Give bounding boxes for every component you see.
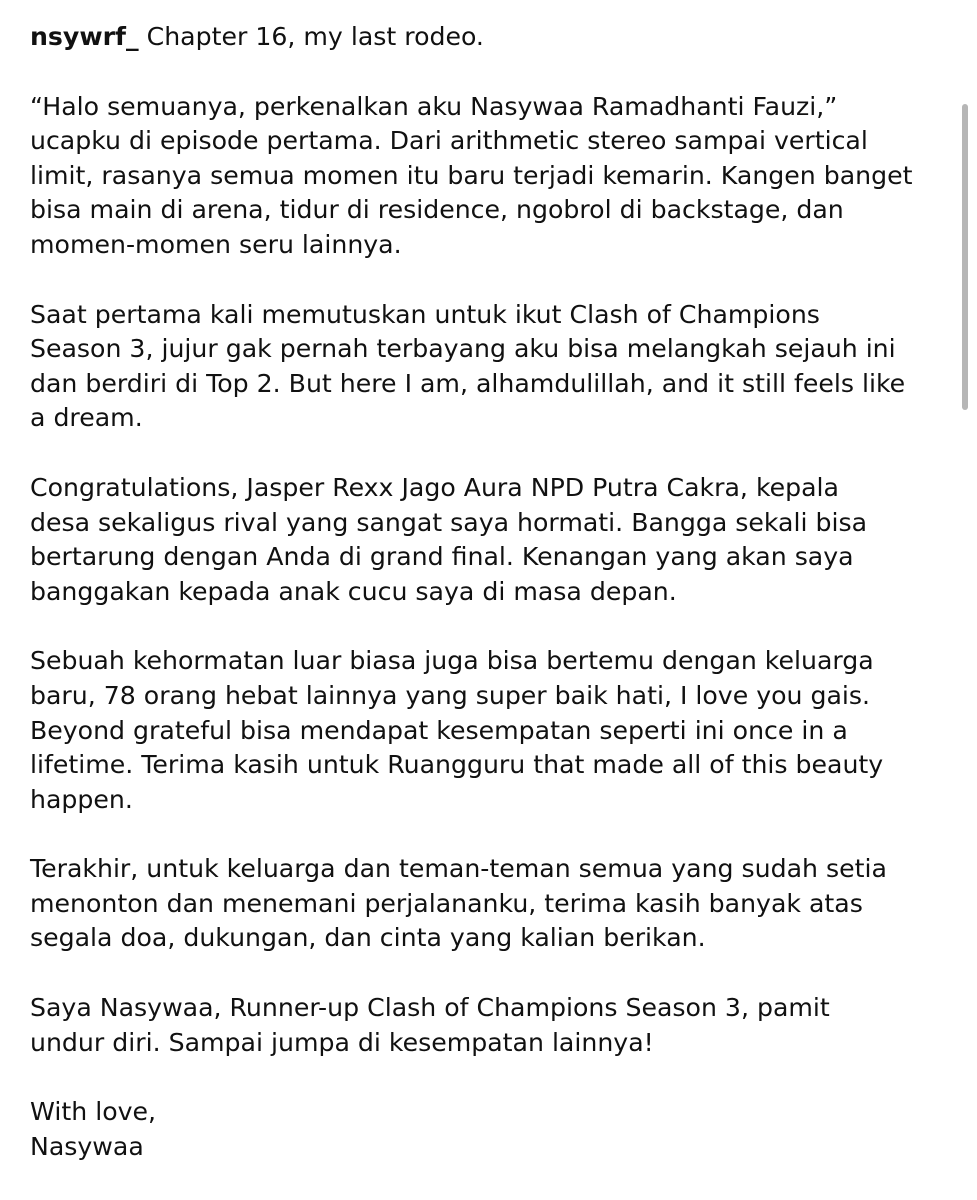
caption-signoff [30, 1095, 950, 1164]
caption-line: menonton dan menemani perjalananku, terima kasih banyak atas [30, 888, 863, 918]
caption-paragraph-gratitude [30, 644, 950, 817]
caption-line: bertarung dengan Anda di grand final. Kenangan yang akan saya [30, 542, 854, 572]
caption-line: a dream. [30, 403, 143, 433]
caption-line: bisa main di arena, tidur di residence, ngobrol di backstage, dan [30, 195, 844, 225]
caption-line: segala doa, dukungan, dan cinta yang kalian berikan. [30, 923, 706, 953]
caption-line: Congratulations, Jasper Rexx Jago Aura NPD Putra Cakra, kepala [30, 472, 839, 502]
caption-header [30, 20, 950, 55]
caption-line: Sebuah kehormatan luar biasa juga bisa bertemu dengan keluarga [30, 646, 874, 676]
caption-line: undur diri. Sampai jumpa di kesempatan lainnya! [30, 1027, 654, 1057]
caption-paragraph-intro [30, 90, 950, 263]
caption-line: banggakan kepada anak cucu saya di masa depan. [30, 576, 677, 606]
caption-paragraph-decision [30, 298, 950, 436]
caption-line: ucapku di episode pertama. Dari arithmetic stereo sampai vertical [30, 126, 868, 156]
caption-line: desa sekaligus rival yang sangat saya hormati. Bangga sekali bisa [30, 507, 868, 537]
caption-paragraph-farewell [30, 991, 950, 1060]
caption-line: momen-momen seru lainnya. [30, 229, 402, 259]
caption-line: limit, rasanya semua momen itu baru terjadi kemarin. Kangen banget [30, 160, 913, 190]
username-link[interactable]: nsywrf_ [30, 22, 139, 51]
caption-title: Chapter 16, my last rodeo. [146, 22, 484, 51]
caption-line: happen. [30, 784, 133, 814]
caption-line: dan berdiri di Top 2. But here I am, alhamdulillah, and it still feels like [30, 368, 906, 398]
post-caption [30, 20, 950, 1199]
caption-line: baru, 78 orang hebat lainnya yang super baik hati, I love you gais. [30, 680, 871, 710]
caption-line: Season 3, jujur gak pernah terbayang aku bisa melangkah sejauh ini [30, 334, 896, 364]
caption-line: Terakhir, untuk keluarga dan teman-teman semua yang sudah setia [30, 854, 887, 884]
caption-line: “Halo semuanya, perkenalkan aku Nasywaa Ramadhanti Fauzi,” [30, 91, 838, 121]
caption-signature: Nasywaa [30, 1131, 144, 1161]
caption-line: Beyond grateful bisa mendapat kesempatan seperti ini once in a [30, 715, 848, 745]
caption-paragraph-congratulations [30, 471, 950, 609]
caption-line: lifetime. Terima kasih untuk Ruangguru that made all of this beauty [30, 750, 884, 780]
caption-paragraph-family [30, 852, 950, 956]
caption-line: With love, [30, 1097, 157, 1127]
caption-line: Saat pertama kali memutuskan untuk ikut Clash of Champions [30, 299, 820, 329]
vertical-scrollbar[interactable] [962, 104, 968, 410]
caption-line: Saya Nasywaa, Runner-up Clash of Champions Season 3, pamit [30, 993, 830, 1023]
